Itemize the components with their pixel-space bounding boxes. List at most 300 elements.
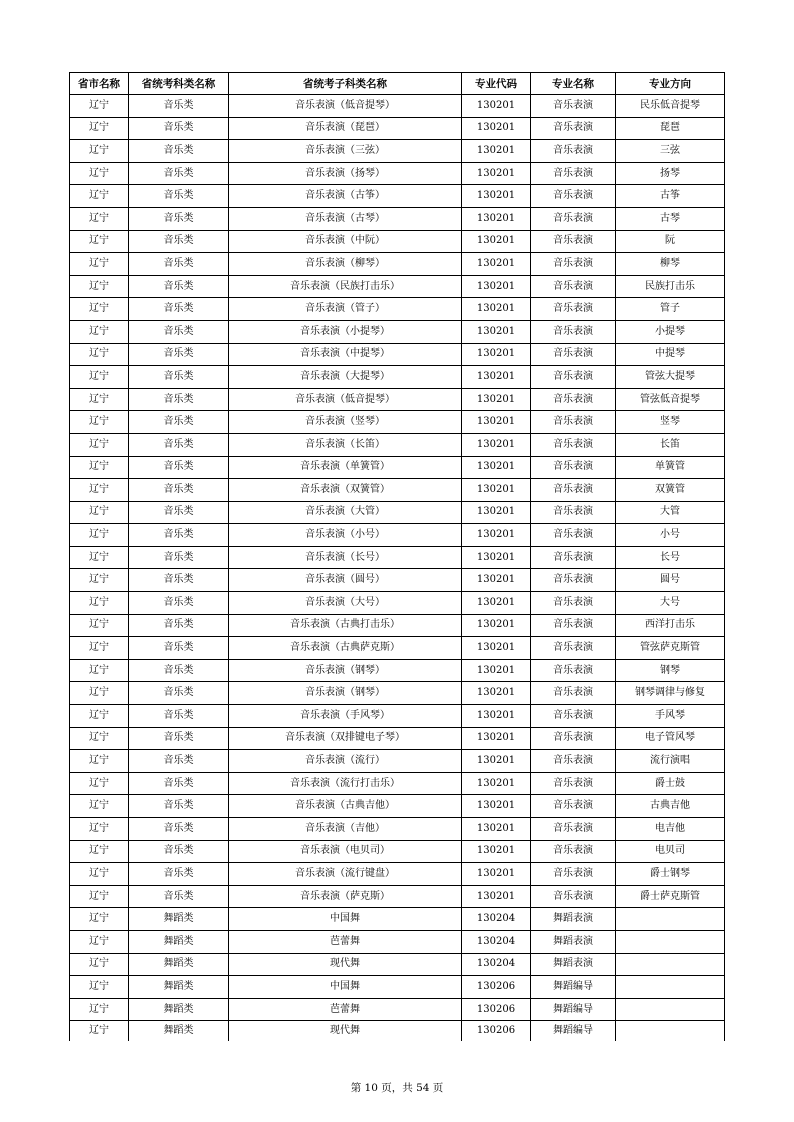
cell-province: 辽宁 xyxy=(70,411,129,434)
cell-subcategory: 音乐表演（古典吉他） xyxy=(229,795,462,818)
cell-major-direction: 单簧管 xyxy=(616,456,725,479)
cell-major-direction: 电吉他 xyxy=(616,818,725,841)
header-major-direction: 专业方向 xyxy=(616,73,725,95)
cell-major-code: 130201 xyxy=(462,343,531,366)
cell-major-code: 130201 xyxy=(462,501,531,524)
cell-category: 舞蹈类 xyxy=(129,908,229,931)
header-major-name: 专业名称 xyxy=(531,73,616,95)
cell-major-code: 130201 xyxy=(462,840,531,863)
cell-subcategory: 音乐表演（流行打击乐） xyxy=(229,772,462,795)
cell-subcategory: 中国舞 xyxy=(229,908,462,931)
cell-major-direction xyxy=(616,1021,725,1042)
cell-major-name: 音乐表演 xyxy=(531,456,616,479)
cell-major-name: 音乐表演 xyxy=(531,705,616,728)
cell-subcategory: 音乐表演（低音提琴） xyxy=(229,95,462,118)
cell-major-direction: 双簧管 xyxy=(616,479,725,502)
cell-major-name: 音乐表演 xyxy=(531,795,616,818)
cell-major-direction: 爵士萨克斯管 xyxy=(616,885,725,908)
table-row xyxy=(70,637,725,660)
cell-category: 音乐类 xyxy=(129,433,229,456)
table-row xyxy=(70,479,725,502)
cell-category: 音乐类 xyxy=(129,569,229,592)
cell-major-direction: 柳琴 xyxy=(616,253,725,276)
cell-major-direction: 中提琴 xyxy=(616,343,725,366)
cell-major-code: 130206 xyxy=(462,998,531,1021)
cell-major-code: 130201 xyxy=(462,705,531,728)
cell-major-direction: 扬琴 xyxy=(616,162,725,185)
cell-category: 音乐类 xyxy=(129,479,229,502)
cell-major-direction xyxy=(616,976,725,999)
cell-major-name: 音乐表演 xyxy=(531,388,616,411)
cell-major-name: 音乐表演 xyxy=(531,298,616,321)
cell-major-name: 音乐表演 xyxy=(531,185,616,208)
cell-province: 辽宁 xyxy=(70,275,129,298)
cell-province: 辽宁 xyxy=(70,953,129,976)
cell-major-code: 130201 xyxy=(462,366,531,389)
cell-major-code: 130201 xyxy=(462,863,531,886)
cell-category: 音乐类 xyxy=(129,207,229,230)
table-row xyxy=(70,298,725,321)
cell-province: 辽宁 xyxy=(70,908,129,931)
cell-subcategory: 音乐表演（长号） xyxy=(229,546,462,569)
cell-major-name: 音乐表演 xyxy=(531,840,616,863)
table-row xyxy=(70,501,725,524)
cell-major-code: 130201 xyxy=(462,230,531,253)
cell-province: 辽宁 xyxy=(70,366,129,389)
cell-major-name: 音乐表演 xyxy=(531,95,616,118)
header-subcategory: 省统考子科类名称 xyxy=(229,73,462,95)
cell-province: 辽宁 xyxy=(70,772,129,795)
cell-major-code: 130201 xyxy=(462,275,531,298)
cell-province: 辽宁 xyxy=(70,637,129,660)
cell-major-name: 音乐表演 xyxy=(531,772,616,795)
cell-province: 辽宁 xyxy=(70,95,129,118)
cell-province: 辽宁 xyxy=(70,727,129,750)
cell-major-direction: 小提琴 xyxy=(616,320,725,343)
cell-major-direction: 古典吉他 xyxy=(616,795,725,818)
cell-major-code: 130201 xyxy=(462,320,531,343)
cell-category: 音乐类 xyxy=(129,772,229,795)
table-row xyxy=(70,592,725,615)
table-row xyxy=(70,524,725,547)
cell-major-direction: 长笛 xyxy=(616,433,725,456)
cell-subcategory: 音乐表演（圆号） xyxy=(229,569,462,592)
cell-province: 辽宁 xyxy=(70,1021,129,1042)
cell-major-name: 舞蹈表演 xyxy=(531,930,616,953)
cell-province: 辽宁 xyxy=(70,750,129,773)
table-row xyxy=(70,569,725,592)
cell-province: 辽宁 xyxy=(70,795,129,818)
cell-major-code: 130204 xyxy=(462,953,531,976)
cell-major-name: 音乐表演 xyxy=(531,682,616,705)
cell-category: 音乐类 xyxy=(129,614,229,637)
cell-category: 音乐类 xyxy=(129,117,229,140)
cell-province: 辽宁 xyxy=(70,840,129,863)
page-footer: 第 10 页，共 54 页 xyxy=(350,1082,444,1094)
cell-major-code: 130206 xyxy=(462,1021,531,1042)
table-row xyxy=(70,863,725,886)
cell-subcategory: 音乐表演（流行键盘） xyxy=(229,863,462,886)
cell-category: 舞蹈类 xyxy=(129,953,229,976)
cell-major-code: 130201 xyxy=(462,727,531,750)
cell-major-code: 130201 xyxy=(462,479,531,502)
cell-province: 辽宁 xyxy=(70,592,129,615)
cell-major-direction: 阮 xyxy=(616,230,725,253)
cell-major-code: 130201 xyxy=(462,772,531,795)
cell-major-direction: 长号 xyxy=(616,546,725,569)
table-row xyxy=(70,976,725,999)
cell-major-code: 130201 xyxy=(462,253,531,276)
cell-province: 辽宁 xyxy=(70,682,129,705)
cell-major-code: 130201 xyxy=(462,750,531,773)
cell-subcategory: 音乐表演（大号） xyxy=(229,592,462,615)
cell-subcategory: 音乐表演（管子） xyxy=(229,298,462,321)
cell-major-name: 音乐表演 xyxy=(531,501,616,524)
cell-province: 辽宁 xyxy=(70,230,129,253)
cell-category: 音乐类 xyxy=(129,546,229,569)
table-row xyxy=(70,140,725,163)
cell-category: 音乐类 xyxy=(129,411,229,434)
cell-major-code: 130201 xyxy=(462,659,531,682)
table-row xyxy=(70,908,725,931)
cell-category: 音乐类 xyxy=(129,95,229,118)
table-header-row xyxy=(70,73,725,95)
cell-province: 辽宁 xyxy=(70,162,129,185)
cell-major-code: 130201 xyxy=(462,818,531,841)
cell-category: 音乐类 xyxy=(129,343,229,366)
cell-province: 辽宁 xyxy=(70,501,129,524)
cell-category: 音乐类 xyxy=(129,750,229,773)
cell-province: 辽宁 xyxy=(70,253,129,276)
cell-province: 辽宁 xyxy=(70,930,129,953)
cell-province: 辽宁 xyxy=(70,140,129,163)
cell-major-name: 舞蹈编导 xyxy=(531,1021,616,1042)
table-row xyxy=(70,433,725,456)
table-row xyxy=(70,840,725,863)
cell-major-name: 音乐表演 xyxy=(531,411,616,434)
cell-major-code: 130201 xyxy=(462,682,531,705)
cell-category: 音乐类 xyxy=(129,388,229,411)
cell-province: 辽宁 xyxy=(70,320,129,343)
cell-subcategory: 音乐表演（古典萨克斯） xyxy=(229,637,462,660)
cell-major-name: 音乐表演 xyxy=(531,885,616,908)
cell-major-name: 音乐表演 xyxy=(531,320,616,343)
cell-major-direction: 管弦大提琴 xyxy=(616,366,725,389)
cell-province: 辽宁 xyxy=(70,185,129,208)
table-row xyxy=(70,795,725,818)
major-table xyxy=(69,72,725,1041)
table-row xyxy=(70,998,725,1021)
cell-major-name: 音乐表演 xyxy=(531,659,616,682)
table-row xyxy=(70,275,725,298)
cell-subcategory: 音乐表演（大提琴） xyxy=(229,366,462,389)
header-category: 省统考科类名称 xyxy=(129,73,229,95)
cell-major-name: 舞蹈表演 xyxy=(531,908,616,931)
table-row xyxy=(70,162,725,185)
cell-subcategory: 音乐表演（三弦） xyxy=(229,140,462,163)
cell-major-direction: 古筝 xyxy=(616,185,725,208)
cell-subcategory: 现代舞 xyxy=(229,953,462,976)
cell-major-direction: 电子管风琴 xyxy=(616,727,725,750)
cell-major-code: 130201 xyxy=(462,885,531,908)
cell-subcategory: 音乐表演（中阮） xyxy=(229,230,462,253)
cell-subcategory: 音乐表演（大管） xyxy=(229,501,462,524)
cell-major-direction: 爵士钢琴 xyxy=(616,863,725,886)
cell-category: 舞蹈类 xyxy=(129,976,229,999)
table-row xyxy=(70,411,725,434)
cell-subcategory: 音乐表演（柳琴） xyxy=(229,253,462,276)
cell-major-name: 音乐表演 xyxy=(531,343,616,366)
table-row xyxy=(70,207,725,230)
cell-major-name: 舞蹈表演 xyxy=(531,953,616,976)
cell-subcategory: 芭蕾舞 xyxy=(229,930,462,953)
cell-major-code: 130201 xyxy=(462,185,531,208)
cell-major-name: 音乐表演 xyxy=(531,275,616,298)
table-body xyxy=(70,95,725,1042)
table-row xyxy=(70,343,725,366)
cell-major-name: 舞蹈编导 xyxy=(531,998,616,1021)
cell-major-direction xyxy=(616,953,725,976)
cell-major-direction xyxy=(616,930,725,953)
table-row xyxy=(70,95,725,118)
cell-category: 音乐类 xyxy=(129,818,229,841)
cell-province: 辽宁 xyxy=(70,569,129,592)
table-row xyxy=(70,456,725,479)
table-row xyxy=(70,727,725,750)
cell-category: 舞蹈类 xyxy=(129,930,229,953)
cell-category: 音乐类 xyxy=(129,524,229,547)
cell-major-code: 130201 xyxy=(462,411,531,434)
cell-major-code: 130201 xyxy=(462,637,531,660)
cell-major-code: 130206 xyxy=(462,976,531,999)
cell-province: 辽宁 xyxy=(70,388,129,411)
cell-major-name: 音乐表演 xyxy=(531,479,616,502)
cell-subcategory: 音乐表演（双排键电子琴） xyxy=(229,727,462,750)
cell-major-code: 130204 xyxy=(462,908,531,931)
cell-subcategory: 音乐表演（琵琶） xyxy=(229,117,462,140)
cell-province: 辽宁 xyxy=(70,885,129,908)
table-row xyxy=(70,185,725,208)
table-row xyxy=(70,546,725,569)
cell-major-direction: 管弦萨克斯管 xyxy=(616,637,725,660)
cell-major-code: 130201 xyxy=(462,162,531,185)
cell-major-name: 音乐表演 xyxy=(531,637,616,660)
cell-province: 辽宁 xyxy=(70,818,129,841)
cell-category: 音乐类 xyxy=(129,366,229,389)
cell-subcategory: 芭蕾舞 xyxy=(229,998,462,1021)
cell-major-name: 音乐表演 xyxy=(531,727,616,750)
cell-category: 音乐类 xyxy=(129,705,229,728)
cell-subcategory: 音乐表演（低音提琴） xyxy=(229,388,462,411)
table-row xyxy=(70,885,725,908)
cell-major-code: 130201 xyxy=(462,388,531,411)
cell-subcategory: 音乐表演（钢琴） xyxy=(229,682,462,705)
table-row xyxy=(70,117,725,140)
cell-major-direction: 大管 xyxy=(616,501,725,524)
cell-major-name: 音乐表演 xyxy=(531,140,616,163)
cell-major-name: 音乐表演 xyxy=(531,524,616,547)
cell-major-direction: 钢琴 xyxy=(616,659,725,682)
cell-subcategory: 中国舞 xyxy=(229,976,462,999)
cell-major-code: 130201 xyxy=(462,140,531,163)
cell-subcategory: 音乐表演（竖琴） xyxy=(229,411,462,434)
cell-province: 辽宁 xyxy=(70,433,129,456)
cell-major-code: 130201 xyxy=(462,207,531,230)
cell-subcategory: 音乐表演（手风琴） xyxy=(229,705,462,728)
cell-major-name: 舞蹈编导 xyxy=(531,976,616,999)
cell-major-name: 音乐表演 xyxy=(531,863,616,886)
cell-major-code: 130201 xyxy=(462,546,531,569)
table-row xyxy=(70,705,725,728)
cell-category: 音乐类 xyxy=(129,795,229,818)
cell-subcategory: 音乐表演（钢琴） xyxy=(229,659,462,682)
table-row xyxy=(70,320,725,343)
cell-subcategory: 音乐表演（双簧管） xyxy=(229,479,462,502)
cell-subcategory: 音乐表演（电贝司） xyxy=(229,840,462,863)
cell-major-code: 130201 xyxy=(462,524,531,547)
cell-major-direction: 民乐低音提琴 xyxy=(616,95,725,118)
cell-category: 音乐类 xyxy=(129,501,229,524)
cell-major-name: 音乐表演 xyxy=(531,366,616,389)
cell-category: 音乐类 xyxy=(129,637,229,660)
cell-major-code: 130201 xyxy=(462,298,531,321)
cell-major-name: 音乐表演 xyxy=(531,750,616,773)
cell-province: 辽宁 xyxy=(70,546,129,569)
cell-major-direction: 管子 xyxy=(616,298,725,321)
cell-subcategory: 音乐表演（萨克斯） xyxy=(229,885,462,908)
cell-major-name: 音乐表演 xyxy=(531,207,616,230)
table-row xyxy=(70,614,725,637)
cell-major-direction: 三弦 xyxy=(616,140,725,163)
cell-category: 音乐类 xyxy=(129,253,229,276)
cell-major-code: 130201 xyxy=(462,795,531,818)
cell-major-direction: 古琴 xyxy=(616,207,725,230)
cell-province: 辽宁 xyxy=(70,524,129,547)
cell-major-code: 130201 xyxy=(462,95,531,118)
cell-category: 音乐类 xyxy=(129,185,229,208)
cell-subcategory: 音乐表演（古筝） xyxy=(229,185,462,208)
cell-major-name: 音乐表演 xyxy=(531,433,616,456)
cell-major-name: 音乐表演 xyxy=(531,230,616,253)
cell-major-direction: 竖琴 xyxy=(616,411,725,434)
cell-subcategory: 音乐表演（单簧管） xyxy=(229,456,462,479)
cell-major-name: 音乐表演 xyxy=(531,546,616,569)
cell-subcategory: 音乐表演（吉他） xyxy=(229,818,462,841)
cell-subcategory: 音乐表演（扬琴） xyxy=(229,162,462,185)
cell-category: 音乐类 xyxy=(129,592,229,615)
cell-subcategory: 音乐表演（古琴） xyxy=(229,207,462,230)
cell-category: 音乐类 xyxy=(129,320,229,343)
cell-major-direction: 管弦低音提琴 xyxy=(616,388,725,411)
table-row xyxy=(70,682,725,705)
cell-province: 辽宁 xyxy=(70,479,129,502)
cell-major-direction: 小号 xyxy=(616,524,725,547)
cell-major-name: 音乐表演 xyxy=(531,592,616,615)
cell-category: 音乐类 xyxy=(129,863,229,886)
cell-category: 音乐类 xyxy=(129,162,229,185)
cell-subcategory: 音乐表演（流行） xyxy=(229,750,462,773)
cell-major-direction: 电贝司 xyxy=(616,840,725,863)
table-row xyxy=(70,659,725,682)
cell-major-code: 130204 xyxy=(462,930,531,953)
cell-major-direction: 西洋打击乐 xyxy=(616,614,725,637)
cell-province: 辽宁 xyxy=(70,705,129,728)
cell-province: 辽宁 xyxy=(70,207,129,230)
cell-subcategory: 音乐表演（中提琴） xyxy=(229,343,462,366)
table-row xyxy=(70,366,725,389)
cell-category: 音乐类 xyxy=(129,885,229,908)
cell-category: 舞蹈类 xyxy=(129,998,229,1021)
table-row xyxy=(70,750,725,773)
table-row xyxy=(70,388,725,411)
cell-province: 辽宁 xyxy=(70,976,129,999)
cell-major-direction: 流行演唱 xyxy=(616,750,725,773)
cell-category: 音乐类 xyxy=(129,659,229,682)
cell-major-code: 130201 xyxy=(462,117,531,140)
table-row xyxy=(70,253,725,276)
header-major-code: 专业代码 xyxy=(462,73,531,95)
cell-province: 辽宁 xyxy=(70,998,129,1021)
cell-major-direction xyxy=(616,998,725,1021)
cell-major-direction: 手风琴 xyxy=(616,705,725,728)
cell-major-code: 130201 xyxy=(462,592,531,615)
cell-category: 音乐类 xyxy=(129,230,229,253)
cell-major-name: 音乐表演 xyxy=(531,253,616,276)
cell-major-code: 130201 xyxy=(462,433,531,456)
cell-category: 音乐类 xyxy=(129,682,229,705)
cell-major-code: 130201 xyxy=(462,614,531,637)
cell-province: 辽宁 xyxy=(70,343,129,366)
cell-province: 辽宁 xyxy=(70,659,129,682)
cell-major-code: 130201 xyxy=(462,569,531,592)
cell-category: 音乐类 xyxy=(129,840,229,863)
cell-subcategory: 音乐表演（小号） xyxy=(229,524,462,547)
cell-major-name: 音乐表演 xyxy=(531,117,616,140)
cell-major-code: 130201 xyxy=(462,456,531,479)
cell-major-direction: 琵琶 xyxy=(616,117,725,140)
cell-major-direction: 大号 xyxy=(616,592,725,615)
table-row xyxy=(70,1021,725,1042)
header-province: 省市名称 xyxy=(70,73,129,95)
table-row xyxy=(70,930,725,953)
cell-province: 辽宁 xyxy=(70,863,129,886)
cell-major-direction: 钢琴调律与修复 xyxy=(616,682,725,705)
cell-subcategory: 音乐表演（长笛） xyxy=(229,433,462,456)
cell-category: 舞蹈类 xyxy=(129,1021,229,1042)
cell-category: 音乐类 xyxy=(129,727,229,750)
cell-major-name: 音乐表演 xyxy=(531,162,616,185)
cell-category: 音乐类 xyxy=(129,456,229,479)
cell-subcategory: 现代舞 xyxy=(229,1021,462,1042)
cell-subcategory: 音乐表演（古典打击乐） xyxy=(229,614,462,637)
cell-major-direction xyxy=(616,908,725,931)
table-row xyxy=(70,953,725,976)
table-row xyxy=(70,772,725,795)
table-row xyxy=(70,818,725,841)
cell-province: 辽宁 xyxy=(70,456,129,479)
cell-major-direction: 民族打击乐 xyxy=(616,275,725,298)
cell-major-name: 音乐表演 xyxy=(531,818,616,841)
cell-category: 音乐类 xyxy=(129,275,229,298)
cell-category: 音乐类 xyxy=(129,140,229,163)
cell-subcategory: 音乐表演（小提琴） xyxy=(229,320,462,343)
cell-province: 辽宁 xyxy=(70,298,129,321)
cell-major-name: 音乐表演 xyxy=(531,569,616,592)
cell-province: 辽宁 xyxy=(70,117,129,140)
table-row xyxy=(70,230,725,253)
cell-province: 辽宁 xyxy=(70,614,129,637)
cell-major-name: 音乐表演 xyxy=(531,614,616,637)
